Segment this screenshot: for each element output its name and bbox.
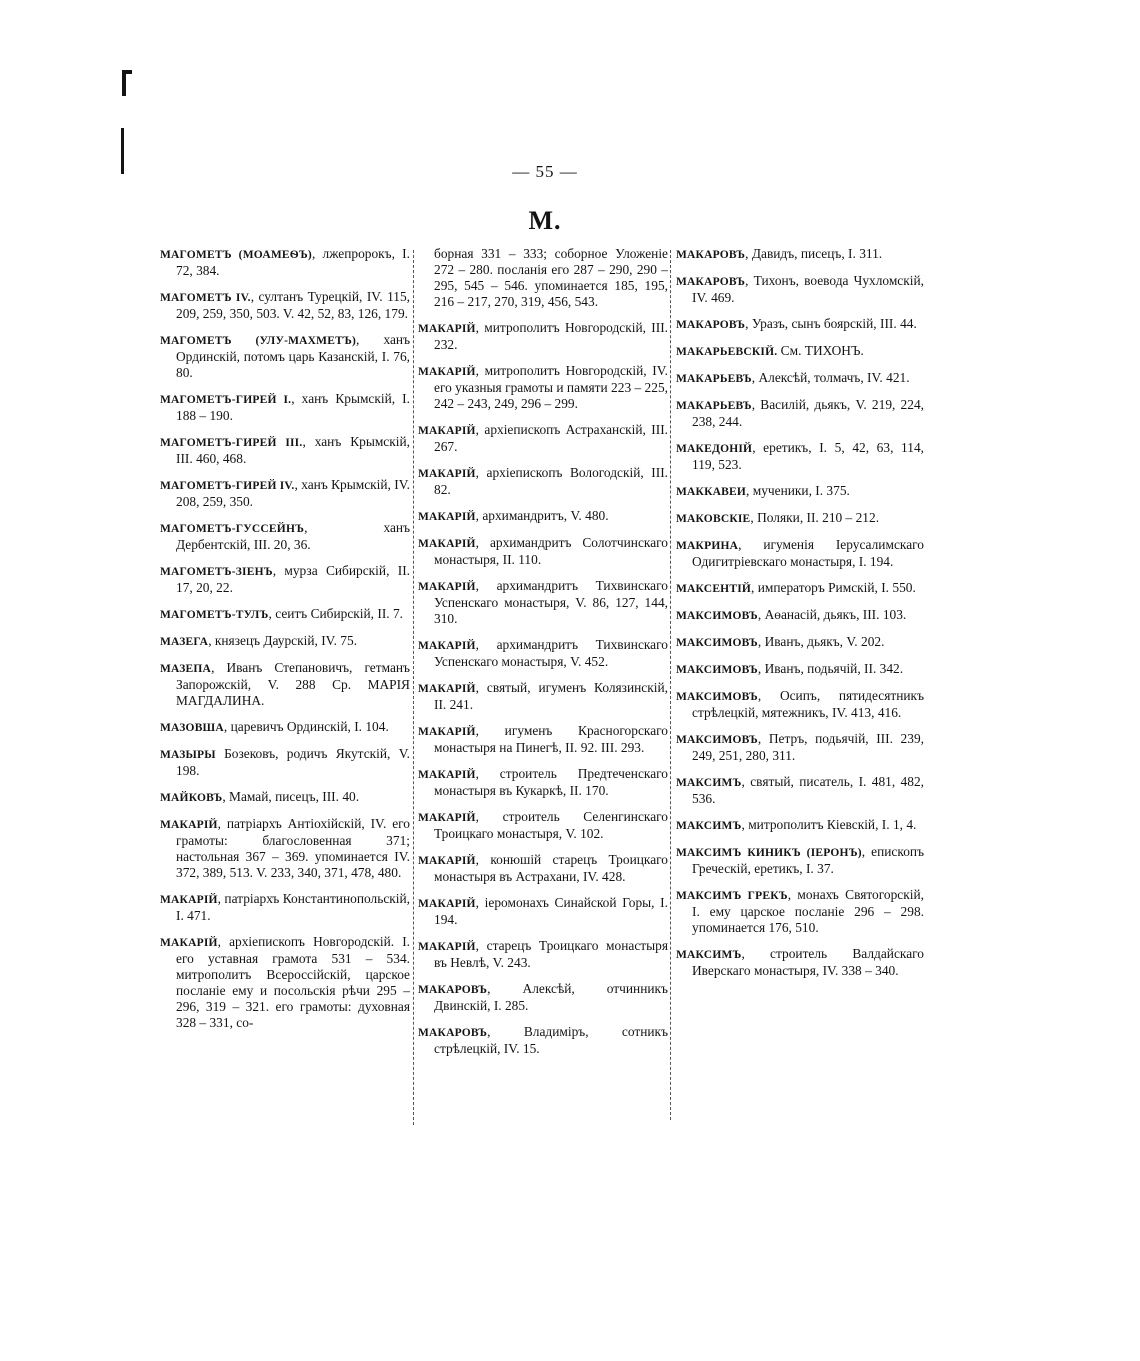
entry-headword: МАЗЫРЫ	[160, 749, 216, 761]
entry-text: , игуменъ Красногорскаго монастыря на Пинегѣ, II. 92. III. 293.	[434, 723, 668, 755]
index-entry	[676, 946, 924, 979]
entry-headword: МАЙКОВЪ	[160, 792, 223, 804]
entry-headword: МАКАРІЙ	[418, 640, 476, 652]
column-divider	[413, 250, 414, 1125]
entry-text: , митрополитъ Кіевскій, I. 1, 4.	[741, 817, 917, 832]
entry-headword: МАГОМЕТЪ-ТУЛЪ	[160, 609, 269, 621]
entry-text: , архіепископъ Вологодскій, III. 82.	[434, 465, 668, 497]
entry-text: , Владиміръ, сотникъ стрѣлецкій, IV. 15.	[434, 1024, 668, 1056]
entry-text: , конюшій старецъ Троицкаго монастыря въ Астрахани, IV. 428.	[434, 852, 668, 884]
entry-headword: МАКАРІЙ	[418, 581, 476, 593]
entry-headword: МАКАРІЙ	[418, 468, 476, 480]
entry-headword: МАЗОВША	[160, 722, 224, 734]
entry-headword: МАКСИМОВЪ	[676, 734, 758, 746]
entry-headword: МАГОМЕТЪ-ГИРЕЙ IV.	[160, 480, 295, 492]
entry-text: Бозековъ, родичъ Якутскій, V. 198.	[176, 746, 410, 778]
index-entry	[676, 246, 924, 263]
entry-headword: МАКАРІЙ	[160, 937, 218, 949]
entry-headword: МАГОМЕТЪ IV.	[160, 292, 251, 304]
index-entry	[418, 578, 668, 627]
entry-text: , Иванъ Степановичъ, гетманъ Запорожскій, V. 288 Ср. МАРІЯ МАГДАЛИНА.	[176, 660, 410, 708]
index-entry	[160, 891, 410, 924]
index-entry	[676, 887, 924, 936]
entry-headword: МАКАРІЙ	[418, 726, 476, 738]
index-entry	[160, 746, 410, 779]
index-entry	[418, 1024, 668, 1057]
entry-headword: МАКАРІЙ	[418, 511, 476, 523]
section-letter: М.	[528, 206, 562, 235]
scan-margin	[0, 0, 120, 1361]
entry-text: , патріархъ Антіохійскій, IV. его грамоты: благословенная 371; настольная 367 – 369. упоминается IV. 372, 389, 513. V. 233, 340, 371, 478, 480.	[176, 816, 410, 880]
entry-text: , архимандритъ Тихвинскаго Успенскаго монастыря, V. 452.	[434, 637, 668, 669]
scan-mark	[122, 70, 132, 74]
entry-text: , Тихонъ, воевода Чухломскій, IV. 469.	[692, 273, 924, 305]
entry-text: , Мамай, писецъ, III. 40.	[222, 789, 360, 804]
entry-text: , сеитъ Сибирскій, II. 7.	[268, 606, 404, 621]
entry-text: , архимандритъ, V. 480.	[475, 508, 609, 523]
index-entry	[676, 537, 924, 570]
index-entry	[676, 580, 924, 597]
entry-text: , султанъ Турецкій, IV. 115, 209, 259, 350, 503. V. 42, 52, 83, 126, 179.	[176, 289, 411, 321]
index-entry	[676, 817, 924, 834]
entry-headword: МАКСИМОВЪ	[676, 691, 758, 703]
index-entry	[676, 688, 924, 721]
entry-text: , Иванъ, дьякъ, V. 202.	[757, 634, 885, 649]
entry-text: , ханъ Крымскій, I. 188 – 190.	[176, 391, 410, 423]
index-entry	[160, 660, 410, 709]
entry-headword: МАКСИМОВЪ	[676, 610, 758, 622]
entry-headword: МАКАРІЙ	[160, 894, 218, 906]
index-entry	[418, 723, 668, 756]
entry-headword: МАКАРІЙ	[418, 323, 476, 335]
entry-text: , ханъ Крымскій, III. 460, 468.	[176, 434, 410, 466]
index-entry	[160, 633, 410, 650]
index-entry	[160, 563, 410, 596]
entry-headword: МАКАРОВЪ	[676, 249, 746, 261]
index-entry	[418, 895, 668, 928]
index-entry	[676, 510, 924, 527]
entry-text: , старецъ Троицкаго монастыря въ Невлѣ, V. 243.	[434, 938, 668, 970]
index-entry	[160, 520, 410, 553]
entry-headword: МАКАРІЙ	[418, 769, 476, 781]
index-entry	[676, 661, 924, 678]
entry-text: , іеромонахъ Синайской Горы, I. 194.	[434, 895, 668, 927]
index-entry	[418, 535, 668, 568]
index-entry-continuation: борная 331 – 333; соборное Уложеніе 272 – 280. посланія его 287 – 290, 290 – 295, 545 – 546. упоминается 185, 195, 216 – 217, 270, 319, 456, 543.	[434, 246, 668, 309]
entry-headword: МАКРИНА	[676, 540, 739, 552]
entry-text: , строитель Валдайскаго Иверскаго монастыря, IV. 338 – 340.	[692, 946, 924, 978]
entry-text: , лжепророкъ, I. 72, 384.	[176, 246, 410, 278]
entry-text: , Василій, дьякъ, V. 219, 224, 238, 244.	[692, 397, 924, 429]
entry-headword: МАКАРІЙ	[160, 819, 218, 831]
entry-text: , Осипъ, пятидесятникъ стрѣлецкій, мятежникъ, IV. 413, 416.	[692, 688, 924, 720]
entry-headword: МАГОМЕТЪ (УЛУ-МАХМЕТЪ)	[160, 335, 357, 347]
entry-headword: МАКАРОВЪ	[418, 984, 488, 996]
index-entry	[160, 477, 410, 510]
entry-text: , Петръ, подьячій, III. 239, 249, 251, 280, 311.	[692, 731, 924, 763]
entry-headword: МАКАРЬЕВЪ	[676, 400, 752, 412]
entry-headword: МАКАРІЙ	[418, 855, 476, 867]
entry-headword: МАКСИМЪ	[676, 949, 742, 961]
entry-headword: МАКСЕНТІЙ	[676, 583, 752, 595]
entry-headword: МАКСИМЪ	[676, 820, 742, 832]
entry-text: , архіепископъ Астраханскій, III. 267.	[434, 422, 668, 454]
scan-mark	[121, 128, 124, 174]
index-entry	[418, 363, 668, 412]
entry-text: , еретикъ, I. 5, 42, 63, 114, 119, 523.	[692, 440, 924, 472]
entry-text: , святый, писатель, I. 481, 482, 536.	[692, 774, 924, 806]
index-entry	[676, 844, 924, 877]
index-column-2	[418, 246, 668, 1067]
entry-headword: МАГОМЕТЪ-ГУССЕЙНЪ	[160, 523, 305, 535]
entry-headword: МАККАВЕИ	[676, 486, 747, 498]
index-entry	[418, 422, 668, 455]
index-entry	[160, 246, 410, 279]
entry-text: , архіепископъ Новгородскій. I. его уставная грамота 531 – 534. митрополитъ Всероссійскій, царское посланіе ему и посольскія рѣчи 295 – 296, 319 – 321. его грамоты: духовная 328 – 331, со-	[176, 934, 410, 1030]
index-entry	[418, 508, 668, 525]
entry-text: , ханъ Ординскій, потомъ царь Казанскій, I. 76, 80.	[176, 332, 410, 380]
entry-text: , архимандритъ Солотчинскаго монастыря, II. 110.	[434, 535, 668, 567]
entry-text: , митрополитъ Новгородскій, IV. его указныя грамоты и памяти 223 – 225, 242 – 243, 249, 296 – 299.	[434, 363, 668, 411]
index-entry	[418, 852, 668, 885]
entry-text: , Уразъ, сынъ боярскій, III. 44.	[745, 316, 917, 331]
entry-headword: МАКАРЬЕВСКІЙ.	[676, 346, 778, 358]
entry-headword: МАКАРЬЕВЪ	[676, 373, 752, 385]
entry-headword: МАКСИМЪ КИНИКЪ (ІЕРОНЪ)	[676, 847, 862, 859]
index-entry	[160, 391, 410, 424]
index-entry	[676, 634, 924, 651]
index-entry	[160, 816, 410, 881]
index-entry	[160, 606, 410, 623]
entry-text: , мурза Сибирскій, II. 17, 20, 22.	[176, 563, 410, 595]
index-entry	[160, 332, 410, 381]
index-entry	[418, 981, 668, 1014]
entry-headword: МАКАРІЙ	[418, 366, 476, 378]
entry-text: См. ТИХОНЪ.	[777, 343, 864, 358]
index-entry	[160, 789, 410, 806]
entry-headword: МАКСИМОВЪ	[676, 637, 758, 649]
index-entry	[160, 934, 410, 1031]
entry-text: , святый, игуменъ Колязинскій, II. 241.	[434, 680, 668, 712]
entry-text: , патріархъ Константинопольскій, I. 471.	[176, 891, 410, 923]
index-entry	[676, 316, 924, 333]
entry-text: , Алексѣй, толмачъ, IV. 421.	[751, 370, 910, 385]
entry-headword: МАКАРІЙ	[418, 812, 476, 824]
entry-headword: МАГОМЕТЪ (МОАМЕѲЪ)	[160, 249, 312, 261]
index-entry	[160, 289, 410, 322]
index-entry	[676, 273, 924, 306]
entry-headword: МАКСИМОВЪ	[676, 664, 758, 676]
entry-text: , Алексѣй, отчинникъ Двинскій, I. 285.	[434, 981, 668, 1013]
index-entry	[418, 938, 668, 971]
entry-headword: МАКСИМЪ ГРЕКЪ	[676, 890, 788, 902]
entry-text: , строитель Селенгинскаго Троицкаго монастыря, V. 102.	[434, 809, 668, 841]
page-number: — 55 —	[512, 162, 578, 181]
entry-headword: МАКАРІЙ	[418, 898, 476, 910]
index-entry	[676, 343, 924, 360]
index-column-3	[676, 246, 924, 989]
entry-headword: МАКАРІЙ	[418, 941, 476, 953]
entry-text: , архимандритъ Тихвинскаго Успенскаго монастыря, V. 86, 127, 144, 310.	[434, 578, 668, 626]
entry-headword: МАЗЕПА	[160, 663, 212, 675]
entry-headword: МАКАРОВЪ	[418, 1027, 488, 1039]
index-entry	[676, 607, 924, 624]
entry-text: , епископъ Греческій, еретикъ, I. 37.	[692, 844, 924, 876]
entry-headword: МАКАРОВЪ	[676, 276, 746, 288]
column-divider	[670, 250, 671, 1120]
entry-headword: МАКАРІЙ	[418, 683, 476, 695]
entry-headword: МАКСИМЪ	[676, 777, 742, 789]
index-entry	[418, 465, 668, 498]
entry-headword: МАКАРОВЪ	[676, 319, 746, 331]
entry-headword: МАКЕДОНІЙ	[676, 443, 753, 455]
entry-headword: МАКОВСКІЕ	[676, 513, 751, 525]
entry-headword: МАГОМЕТЪ-ГИРЕЙ III.	[160, 437, 303, 449]
index-entry	[160, 719, 410, 736]
index-entry	[676, 370, 924, 387]
entry-text: , монахъ Святогорскій, I. ему царское посланіе 296 – 298. упоминается 176, 510.	[692, 887, 924, 935]
index-entry	[418, 320, 668, 353]
index-entry	[676, 397, 924, 430]
entry-text: , князецъ Даурскій, IV. 75.	[208, 633, 358, 648]
entry-text: , Давидъ, писецъ, I. 311.	[745, 246, 883, 261]
index-entry	[418, 637, 668, 670]
index-entry	[418, 766, 668, 799]
index-entry	[418, 809, 668, 842]
entry-headword: МАГОМЕТЪ-ЗІЕНЪ	[160, 566, 273, 578]
index-entry	[676, 440, 924, 473]
index-column-1	[160, 246, 410, 1041]
entry-text: , царевичъ Ординскій, I. 104.	[223, 719, 389, 734]
entry-text: , строитель Предтеченскаго монастыря въ Кукаркѣ, II. 170.	[434, 766, 668, 798]
entry-text: , ханъ Крымскій, IV. 208, 259, 350.	[176, 477, 410, 509]
entry-text: , ханъ Дербентскій, III. 20, 36.	[176, 520, 410, 552]
index-entry	[676, 774, 924, 807]
entry-headword: МАЗЕГА	[160, 636, 209, 648]
entry-headword: МАКАРІЙ	[418, 425, 476, 437]
index-entry	[418, 680, 668, 713]
entry-text: , Поляки, II. 210 – 212.	[750, 510, 880, 525]
entry-text: , митрополитъ Новгородскій, III. 232.	[434, 320, 668, 352]
entry-headword: МАГОМЕТЪ-ГИРЕЙ I.	[160, 394, 292, 406]
entry-text: , мученики, I. 375.	[746, 483, 850, 498]
index-entry	[676, 483, 924, 500]
entry-text: , Аѳанасій, дьякъ, III. 103.	[757, 607, 907, 622]
entry-text: , игуменія Іерусалимскаго Одигитріевскаго монастыря, I. 194.	[692, 537, 924, 569]
entry-text: , императоръ Римскій, I. 550.	[751, 580, 916, 595]
entry-text: , Иванъ, подьячій, II. 342.	[757, 661, 904, 676]
entry-headword: МАКАРІЙ	[418, 538, 476, 550]
index-entry	[160, 434, 410, 467]
index-entry	[676, 731, 924, 764]
